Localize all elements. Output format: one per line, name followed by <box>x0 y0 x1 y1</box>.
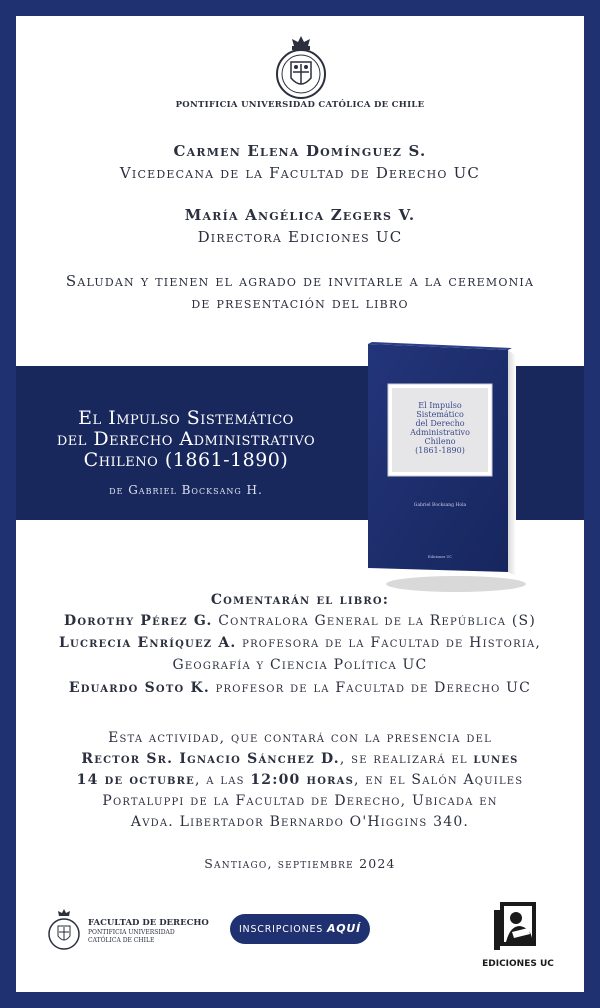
cover-title-1: El Impulso <box>418 401 462 410</box>
date-line: Santiago, septiembre 2024 <box>204 856 396 871</box>
commentator-1-desc: Contralora General de la República (S) <box>218 613 536 629</box>
event-line-5: Avda. Libertador Bernardo O'Higgins 340. <box>130 814 470 830</box>
rector-name: Rector Sr. Ignacio Sánchez D. <box>81 751 340 767</box>
event-line-3-rest: , en el Salón Aquiles <box>354 772 524 788</box>
commentator-3-name: Eduardo Soto K. <box>68 680 210 696</box>
event-line-3-mid: , a las <box>195 772 251 788</box>
register-button-emph: AQUÍ <box>326 922 362 935</box>
commentator-2-desc: profesora de la Facultad de Historia, <box>242 635 542 651</box>
commentator-1 <box>16 610 584 632</box>
cover-publisher: Ediciones UC <box>428 555 452 559</box>
commentators-heading: Comentarán el libro: <box>210 592 390 608</box>
cover-title-2: Sistemático <box>416 410 464 419</box>
event-line-4: Portaluppi de la Facultad de Derecho, Ubicada en <box>102 793 498 809</box>
publisher-name: EDICIONES UC <box>482 959 554 969</box>
cover-author: Gabriel Bocksang Hola <box>413 503 467 508</box>
faculty-line-1: FACULTAD DE DERECHO <box>88 918 209 928</box>
book-title-line-2: del Derecho Administrativo <box>56 428 316 450</box>
university-name: PONTIFICIA UNIVERSIDAD CATÓLICA DE CHILE <box>175 100 425 110</box>
register-button[interactable] <box>230 914 370 944</box>
register-button-label: INSCRIPCIONES <box>238 924 324 935</box>
book-cover-image <box>356 336 526 596</box>
host-name-1: Carmen Elena Domínguez S. <box>173 142 427 160</box>
invitation-line-2: de presentación del libro <box>191 294 409 312</box>
commentator-2 <box>16 632 584 654</box>
host-role-1: Vicedecana de la Facultad de Derecho UC <box>119 164 481 182</box>
commentator-1-name: Dorothy Pérez G. <box>64 613 213 629</box>
book-author: de Gabriel Bocksang H. <box>109 483 263 497</box>
event-line-2 <box>16 749 584 770</box>
book-title <box>26 408 346 471</box>
book-title-line-3: Chileno (1861-1890) <box>83 449 289 471</box>
event-day: lunes <box>473 751 519 767</box>
event-line-3 <box>16 770 584 791</box>
commentator-2-name: Lucrecia Enríquez A. <box>58 635 237 651</box>
host-name-2: María Angélica Zegers V. <box>184 206 416 224</box>
commentator-2-desc-line-2: Geografía y Ciencia Política UC <box>172 657 428 673</box>
faculty-line-3: CATÓLICA DE CHILE <box>88 937 155 944</box>
event-date: 14 de octubre <box>76 772 195 788</box>
faculty-line-2: PONTIFICIA UNIVERSIDAD <box>88 929 175 936</box>
event-paragraph <box>16 728 584 833</box>
ediciones-uc-logo-icon <box>490 898 546 956</box>
event-time: 12:00 horas <box>250 772 355 788</box>
university-seal-icon <box>274 34 328 110</box>
host-role-2: Directora Ediciones UC <box>197 228 403 246</box>
cover-title-5: Chileno <box>424 437 456 446</box>
invitation-line-1: Saludan y tienen el agrado de invitarle a la ceremonia <box>65 272 535 290</box>
cover-title-6: (1861-1890) <box>415 446 465 455</box>
cover-title-3: del Derecho <box>415 419 465 428</box>
cover-title-4: Administrativo <box>410 428 470 437</box>
event-line-2-rest: , se realizará el <box>339 751 474 767</box>
invitation-card <box>16 16 584 992</box>
faculty-name <box>88 918 209 944</box>
faculty-seal-icon <box>48 908 80 954</box>
commentator-3-desc: profesor de la Facultad de Derecho UC <box>215 680 532 696</box>
event-line-1: Esta actividad, que contará con la presencia del <box>108 730 492 746</box>
commentator-3 <box>16 677 584 699</box>
book-title-line-1: El Impulso Sistemático <box>78 407 294 429</box>
